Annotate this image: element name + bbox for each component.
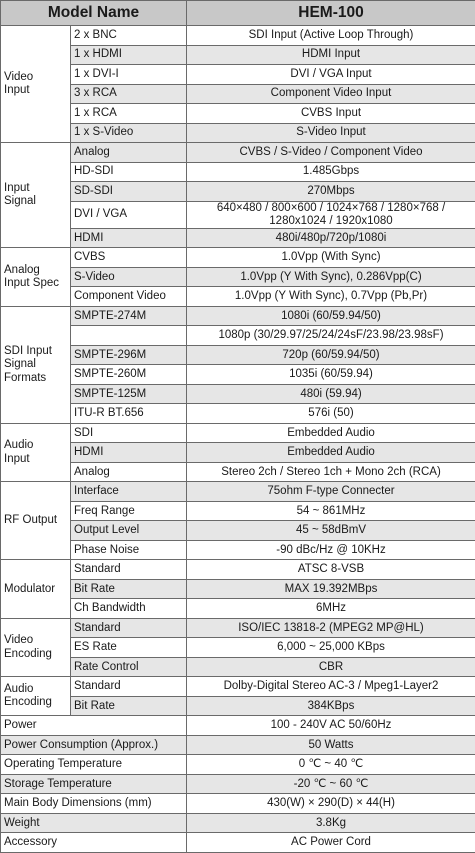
spec-row bbox=[1, 45, 475, 65]
spec-row bbox=[1, 579, 475, 599]
spec-item: Standard bbox=[71, 677, 187, 697]
spec-row bbox=[1, 143, 475, 163]
section-label: Video Encoding bbox=[1, 618, 71, 677]
general-item: Weight bbox=[1, 813, 187, 833]
spec-row bbox=[1, 267, 475, 287]
general-value: 430(W) × 290(D) × 44(H) bbox=[187, 794, 475, 814]
section-label: Video Input bbox=[1, 26, 71, 143]
section-label: Audio Encoding bbox=[1, 677, 71, 716]
general-value: AC Power Cord bbox=[187, 833, 475, 853]
spec-row bbox=[1, 123, 475, 143]
spec-value: HDMI Input bbox=[187, 45, 475, 65]
spec-row bbox=[1, 482, 475, 502]
spec-item: Standard bbox=[71, 560, 187, 580]
spec-row bbox=[1, 162, 475, 182]
spec-row bbox=[1, 287, 475, 307]
spec-row bbox=[1, 104, 475, 124]
general-row bbox=[1, 833, 475, 853]
general-item: Main Body Dimensions (mm) bbox=[1, 794, 187, 814]
spec-row bbox=[1, 501, 475, 521]
spec-item: SMPTE-260M bbox=[71, 365, 187, 385]
spec-value: 1080p (30/29.97/25/24/24sF/23.98/23.98sF) bbox=[187, 326, 475, 346]
spec-value: 45 ~ 58dBmV bbox=[187, 521, 475, 541]
spec-value: Embedded Audio bbox=[187, 423, 475, 443]
spec-value: ISO/IEC 13818-2 (MPEG2 MP@HL) bbox=[187, 618, 475, 638]
spec-value: CVBS / S-Video / Component Video bbox=[187, 143, 475, 163]
section-label: Input Signal bbox=[1, 143, 71, 248]
spec-item bbox=[71, 326, 187, 346]
spec-value: ATSC 8-VSB bbox=[187, 560, 475, 580]
spec-item: 1 x RCA bbox=[71, 104, 187, 124]
spec-value: -90 dBc/Hz @ 10KHz bbox=[187, 540, 475, 560]
general-row bbox=[1, 755, 475, 775]
spec-item: Component Video bbox=[71, 287, 187, 307]
spec-row bbox=[1, 423, 475, 443]
general-row bbox=[1, 735, 475, 755]
general-item: Accessory bbox=[1, 833, 187, 853]
spec-item: S-Video bbox=[71, 267, 187, 287]
header-row bbox=[1, 1, 475, 26]
spec-row bbox=[1, 560, 475, 580]
spec-item: SMPTE-125M bbox=[71, 384, 187, 404]
spec-item: 2 x BNC bbox=[71, 26, 187, 46]
spec-value: 576i (50) bbox=[187, 404, 475, 424]
spec-row bbox=[1, 638, 475, 658]
spec-value: 270Mbps bbox=[187, 182, 475, 202]
general-row bbox=[1, 716, 475, 736]
spec-item: Freq Range bbox=[71, 501, 187, 521]
spec-row bbox=[1, 462, 475, 482]
spec-item: Rate Control bbox=[71, 657, 187, 677]
spec-item: 1 x DVI-I bbox=[71, 65, 187, 85]
spec-value: Dolby-Digital Stereo AC-3 / Mpeg1-Layer2 bbox=[187, 677, 475, 697]
spec-row bbox=[1, 201, 475, 228]
spec-row bbox=[1, 677, 475, 697]
spec-item: Bit Rate bbox=[71, 696, 187, 716]
general-row bbox=[1, 774, 475, 794]
spec-item: Analog bbox=[71, 143, 187, 163]
spec-row bbox=[1, 657, 475, 677]
general-value: 0 ℃ ~ 40 ℃ bbox=[187, 755, 475, 775]
general-value: -20 ℃ ~ 60 ℃ bbox=[187, 774, 475, 794]
general-item: Power Consumption (Approx.) bbox=[1, 735, 187, 755]
spec-value: Stereo 2ch / Stereo 1ch + Mono 2ch (RCA) bbox=[187, 462, 475, 482]
spec-row bbox=[1, 443, 475, 463]
spec-value: S-Video Input bbox=[187, 123, 475, 143]
spec-item: HD-SDI bbox=[71, 162, 187, 182]
spec-value: 6MHz bbox=[187, 599, 475, 619]
spec-value: 384KBps bbox=[187, 696, 475, 716]
spec-item: SD-SDI bbox=[71, 182, 187, 202]
general-value: 50 Watts bbox=[187, 735, 475, 755]
spec-value: 1.485Gbps bbox=[187, 162, 475, 182]
section-label: Modulator bbox=[1, 560, 71, 619]
general-value: 3.8Kg bbox=[187, 813, 475, 833]
spec-value: Component Video Input bbox=[187, 84, 475, 104]
spec-value: Embedded Audio bbox=[187, 443, 475, 463]
spec-table-body bbox=[1, 1, 475, 853]
spec-value: 1080i (60/59.94/50) bbox=[187, 306, 475, 326]
spec-value: CBR bbox=[187, 657, 475, 677]
spec-item: HDMI bbox=[71, 443, 187, 463]
spec-item: ITU-R BT.656 bbox=[71, 404, 187, 424]
spec-row bbox=[1, 384, 475, 404]
spec-value: 480i/480p/720p/1080i bbox=[187, 228, 475, 248]
spec-value: DVI / VGA Input bbox=[187, 65, 475, 85]
spec-value: 1.0Vpp (Y With Sync), 0.286Vpp(C) bbox=[187, 267, 475, 287]
spec-item: 3 x RCA bbox=[71, 84, 187, 104]
spec-item: Interface bbox=[71, 482, 187, 502]
spec-item: HDMI bbox=[71, 228, 187, 248]
spec-value: 1.0Vpp (With Sync) bbox=[187, 248, 475, 268]
spec-row bbox=[1, 345, 475, 365]
general-item: Storage Temperature bbox=[1, 774, 187, 794]
general-item: Power bbox=[1, 716, 187, 736]
spec-value: 720p (60/59.94/50) bbox=[187, 345, 475, 365]
spec-item: DVI / VGA bbox=[71, 201, 187, 228]
general-row bbox=[1, 794, 475, 814]
spec-value: 480i (59.94) bbox=[187, 384, 475, 404]
spec-item: SMPTE-296M bbox=[71, 345, 187, 365]
model-value-header: HEM-100 bbox=[187, 1, 475, 26]
spec-item: Standard bbox=[71, 618, 187, 638]
section-label: Audio Input bbox=[1, 423, 71, 482]
spec-row bbox=[1, 404, 475, 424]
spec-item: ES Rate bbox=[71, 638, 187, 658]
spec-row bbox=[1, 228, 475, 248]
spec-item: CVBS bbox=[71, 248, 187, 268]
spec-value: 640×480 / 800×600 / 1024×768 / 1280×768 / 1280x1024 / 1920x1080 bbox=[187, 201, 475, 228]
spec-item: Analog bbox=[71, 462, 187, 482]
spec-row bbox=[1, 326, 475, 346]
spec-value: MAX 19.392MBps bbox=[187, 579, 475, 599]
general-value: 100 - 240V AC 50/60Hz bbox=[187, 716, 475, 736]
section-label: SDI Input Signal Formats bbox=[1, 306, 71, 423]
spec-row bbox=[1, 26, 475, 46]
spec-row bbox=[1, 248, 475, 268]
spec-value: 75ohm F-type Connecter bbox=[187, 482, 475, 502]
spec-value: 6,000 ~ 25,000 KBps bbox=[187, 638, 475, 658]
spec-item: 1 x HDMI bbox=[71, 45, 187, 65]
spec-item: SMPTE-274M bbox=[71, 306, 187, 326]
spec-value: CVBS Input bbox=[187, 104, 475, 124]
spec-value: 1.0Vpp (Y With Sync), 0.7Vpp (Pb,Pr) bbox=[187, 287, 475, 307]
spec-item: 1 x S-Video bbox=[71, 123, 187, 143]
spec-value: 54 ~ 861MHz bbox=[187, 501, 475, 521]
spec-item: Phase Noise bbox=[71, 540, 187, 560]
spec-row bbox=[1, 182, 475, 202]
section-label: RF Output bbox=[1, 482, 71, 560]
spec-value: 1035i (60/59.94) bbox=[187, 365, 475, 385]
spec-row bbox=[1, 84, 475, 104]
spec-item: Bit Rate bbox=[71, 579, 187, 599]
spec-item: Output Level bbox=[71, 521, 187, 541]
spec-value: SDI Input (Active Loop Through) bbox=[187, 26, 475, 46]
spec-row bbox=[1, 599, 475, 619]
spec-row bbox=[1, 365, 475, 385]
spec-row bbox=[1, 65, 475, 85]
spec-row bbox=[1, 306, 475, 326]
model-name-header: Model Name bbox=[1, 1, 187, 26]
spec-item: Ch Bandwidth bbox=[71, 599, 187, 619]
spec-item: SDI bbox=[71, 423, 187, 443]
spec-row bbox=[1, 618, 475, 638]
general-row bbox=[1, 813, 475, 833]
section-label: Analog Input Spec bbox=[1, 248, 71, 307]
spec-row bbox=[1, 540, 475, 560]
spec-row bbox=[1, 521, 475, 541]
general-item: Operating Temperature bbox=[1, 755, 187, 775]
spec-row bbox=[1, 696, 475, 716]
